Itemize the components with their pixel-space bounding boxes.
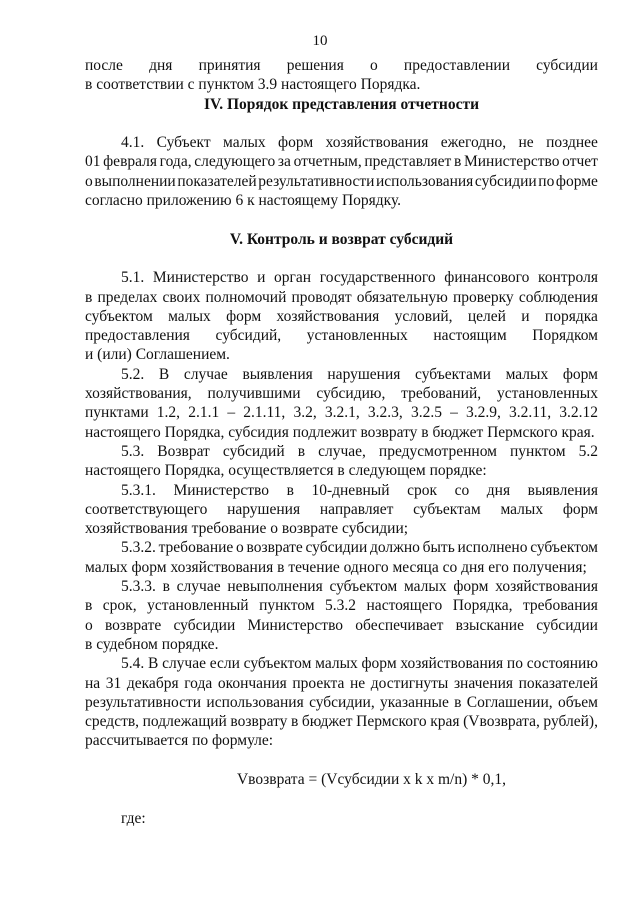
word: контроля <box>538 269 598 287</box>
word: в <box>85 597 93 615</box>
text-line: рассчитывается по формуле: <box>85 732 274 750</box>
word: 5.3.3. <box>121 578 156 596</box>
word: срок <box>407 481 437 499</box>
word: малых <box>168 307 211 325</box>
word: и <box>521 307 530 325</box>
word: показателей <box>518 674 598 692</box>
word: 3.2.1, <box>324 404 360 422</box>
word: проводят <box>291 288 352 306</box>
word: возврату <box>230 713 288 731</box>
word: в <box>162 578 170 596</box>
word: хозяйствования <box>276 307 380 325</box>
text-line <box>85 403 598 422</box>
word: 3.2.3, <box>367 404 403 422</box>
word: форм <box>226 307 262 325</box>
word: получившими <box>207 385 301 403</box>
word: не <box>518 134 534 152</box>
text-line <box>85 500 598 519</box>
word: субсидии <box>173 616 236 634</box>
text-line <box>85 56 598 75</box>
word: установленных <box>496 385 598 403</box>
word: субсидий, <box>215 327 282 345</box>
word: Соглашении, <box>466 693 553 711</box>
word: состоянию <box>526 655 598 673</box>
text-line: хозяйствования требование о возврате субсидии; <box>85 520 409 538</box>
word: Министерство <box>463 153 560 171</box>
word: о <box>370 57 378 74</box>
word: невыполнения <box>227 578 323 596</box>
word: отчетным, <box>293 153 362 171</box>
word: пунктом <box>259 597 315 615</box>
word: дня <box>486 481 511 499</box>
word: возврате <box>104 616 162 634</box>
word: Министерство <box>247 616 344 634</box>
word: – <box>227 404 236 422</box>
word: малых <box>223 134 266 152</box>
word: хозяйствования <box>325 134 429 152</box>
word: срок, <box>102 597 137 615</box>
word: окончания <box>217 674 287 692</box>
word: края <box>430 713 460 731</box>
word: хозяйствования <box>400 655 504 673</box>
word: случае <box>162 655 206 673</box>
word: о <box>85 616 93 634</box>
word: подлежащий <box>142 713 227 731</box>
word: проекта <box>292 674 345 692</box>
word: нарушения <box>327 365 401 383</box>
word: бюджет <box>301 713 353 731</box>
word: 3.2.11, <box>509 404 552 422</box>
word: 01 <box>85 153 101 171</box>
text-line <box>85 288 598 307</box>
word: в <box>85 288 93 306</box>
page-number: 10 <box>312 33 328 49</box>
word: принятия <box>198 57 261 74</box>
text-line <box>85 616 598 635</box>
word: пределах <box>97 288 158 306</box>
text-line <box>85 365 598 384</box>
word: средств, <box>85 713 140 731</box>
word: случае, <box>318 442 366 460</box>
word: случае <box>176 578 221 596</box>
word: в <box>297 442 306 460</box>
word: не <box>350 674 366 692</box>
word: В <box>147 655 159 673</box>
text-line: и (или) Соглашением. <box>85 346 230 364</box>
text-line <box>85 481 598 500</box>
text-line: малых форм хозяйствования в течение одного месяца со дня его получения; <box>85 558 587 576</box>
word: своих <box>162 288 201 306</box>
word: В <box>158 365 170 383</box>
spacer <box>85 210 598 229</box>
word: 4.1. <box>121 134 145 152</box>
text-line: в соответствии с пунктом 3.9 настоящего Порядка. <box>85 76 421 94</box>
word: полномочий <box>205 288 287 306</box>
section-heading-control: V. Контроль и возврат субсидий <box>229 230 454 248</box>
word: соответствующего <box>85 500 208 518</box>
word: малых <box>403 578 447 596</box>
word: обязательную <box>356 288 448 306</box>
word: Субъект <box>156 134 211 152</box>
word: в <box>453 153 462 171</box>
text-line <box>85 538 598 557</box>
word: случае <box>183 365 228 383</box>
word: субъектом <box>243 655 312 673</box>
word: Порядком <box>532 327 598 345</box>
word: малых <box>500 500 544 518</box>
word: 10-дневный <box>311 481 390 499</box>
word: нарушения <box>227 500 301 518</box>
word: на <box>85 674 101 692</box>
text-line <box>85 152 598 171</box>
word: за <box>277 153 291 171</box>
section-control-body <box>85 268 598 750</box>
word: требования <box>522 597 598 615</box>
word: пунктами <box>85 404 149 422</box>
word: порядка <box>544 307 598 325</box>
word: – <box>450 404 458 422</box>
word: исполнено <box>457 539 528 557</box>
text-line <box>85 326 598 345</box>
word: форм <box>453 578 489 596</box>
word: использования <box>206 693 304 711</box>
word: предоставления <box>85 327 190 345</box>
word: (Vвозврата, <box>463 713 540 731</box>
word: 5.4. <box>121 655 145 673</box>
word: форм <box>361 655 397 673</box>
word: форм <box>562 365 598 383</box>
text-line <box>85 268 598 287</box>
word: Порядка, <box>452 597 513 615</box>
word: Пермского <box>356 713 427 731</box>
word: соблюдения <box>518 288 598 306</box>
word: Министерство <box>173 481 270 499</box>
refund-formula: Vвозврата = (Vсубсидии x k x m/n) * 0,1, <box>236 770 507 788</box>
word: 5.3.2 <box>325 597 357 615</box>
word: и <box>257 269 266 287</box>
word: предоставлении <box>403 57 510 74</box>
section-reporting-body <box>85 133 598 210</box>
where-label: где: <box>121 809 146 827</box>
word: года, <box>159 153 192 171</box>
word: обеспечивает <box>355 616 444 634</box>
word: позднее <box>546 134 598 152</box>
text-line <box>85 384 598 403</box>
word: декабря <box>126 674 179 692</box>
word: в <box>454 693 462 711</box>
word: со <box>454 481 470 499</box>
word: форме <box>555 172 598 190</box>
text-line: в судебном порядке. <box>85 635 219 653</box>
section-heading-reporting: IV. Порядок представления отчетности <box>203 95 480 113</box>
word: хозяйствования <box>495 578 598 596</box>
text-line <box>85 442 598 461</box>
text-line <box>85 307 598 326</box>
word: выявления <box>242 365 313 383</box>
text-line <box>85 596 598 615</box>
word: указанные <box>380 693 449 711</box>
text-line <box>85 693 598 712</box>
word: требований, <box>401 385 482 403</box>
text-line <box>85 577 598 596</box>
word: рублей), <box>543 713 598 731</box>
word: субсидии <box>305 539 368 557</box>
word: направляет <box>319 500 394 518</box>
spacer <box>85 751 598 770</box>
word: взыскание <box>455 616 524 634</box>
word: хозяйствования, <box>85 385 192 403</box>
word: возврате <box>246 539 303 557</box>
word: условий, <box>394 307 453 325</box>
word: результативности <box>85 693 202 711</box>
word: форм <box>562 500 598 518</box>
word: решения <box>286 57 344 74</box>
word: субсидий <box>222 442 285 460</box>
word: субсидии <box>536 57 598 74</box>
spacer <box>85 249 598 268</box>
word: 3.2.12 <box>559 404 598 422</box>
word: форм <box>278 134 314 152</box>
word: ежегодно, <box>440 134 507 152</box>
word: 3.2, <box>293 404 317 422</box>
text-line: согласно приложению 6 к настоящему Порядку. <box>85 192 402 210</box>
word: установленных <box>306 327 408 345</box>
word: 5.3. <box>121 442 145 460</box>
word: целей <box>467 307 506 325</box>
word: настоящим <box>433 327 507 345</box>
word: 2.1.1 <box>188 404 220 422</box>
text-line <box>85 133 598 152</box>
word: Министерство <box>152 269 249 287</box>
word: Возврат <box>157 442 210 460</box>
word: 31 <box>105 674 122 692</box>
word: выполнении <box>94 172 176 190</box>
word: отчет <box>562 153 598 171</box>
word: о <box>85 172 93 190</box>
word: субсидии <box>474 172 537 190</box>
word: малых <box>505 365 549 383</box>
word: 5.3.1. <box>121 481 156 499</box>
word: государственного <box>319 269 436 287</box>
word: финансового <box>444 269 530 287</box>
word: 5.3.2. <box>121 539 156 557</box>
document-body <box>85 56 598 828</box>
spacer <box>85 114 598 133</box>
word: если <box>209 655 240 673</box>
word: 5.2. <box>121 365 145 383</box>
word: малых <box>315 655 358 673</box>
word: 3.2.9, <box>466 404 501 422</box>
word: 3.2.5 <box>410 404 442 422</box>
word: субъектом <box>530 539 598 557</box>
word: проверку <box>452 288 514 306</box>
text-line: настоящего Порядка, субсидия подлежит возврату в бюджет Пермского края. <box>85 423 595 441</box>
word: требование <box>158 539 234 557</box>
word: субсидии, <box>309 693 375 711</box>
word: по <box>506 655 523 673</box>
word: объем <box>557 693 598 711</box>
paragraph-continuation <box>85 56 598 95</box>
word: использования <box>376 172 474 190</box>
word: достигнуты <box>370 674 449 692</box>
word: 2.1.11, <box>243 404 286 422</box>
word: предусмотренном <box>378 442 497 460</box>
word: показателей <box>177 172 257 190</box>
word: субъектом <box>329 578 398 596</box>
word: значения <box>453 674 514 692</box>
word: дня <box>149 57 173 74</box>
word: результативности <box>258 172 375 190</box>
word: 5.1. <box>121 269 145 287</box>
word: пунктом <box>510 442 566 460</box>
text-line <box>85 172 598 191</box>
spacer <box>85 789 598 808</box>
word: субсидию, <box>316 385 386 403</box>
word: следующего <box>194 153 276 171</box>
text-line <box>85 674 598 693</box>
word: года <box>184 674 213 692</box>
text-line: настоящего Порядка, осуществляется в следующем порядке: <box>85 462 487 480</box>
word: в <box>290 713 299 731</box>
word: субсидии <box>536 616 598 634</box>
word: представляет <box>364 153 452 171</box>
word: должно <box>369 539 420 557</box>
word: субъектом <box>85 307 153 325</box>
word: установленный <box>147 597 249 615</box>
word: 5.2 <box>578 442 598 460</box>
word: субъектами <box>415 365 491 383</box>
word: настоящего <box>366 597 443 615</box>
word: в <box>286 481 294 499</box>
word: орган <box>274 269 312 287</box>
text-line <box>85 712 598 731</box>
word: 1.2, <box>156 404 181 422</box>
word: февраля <box>103 153 158 171</box>
word: по <box>538 172 555 190</box>
word: субъектам <box>413 500 481 518</box>
text-line <box>85 654 598 673</box>
word: после <box>85 57 123 74</box>
word: о <box>236 539 244 557</box>
word: быть <box>422 539 455 557</box>
word: выявления <box>527 481 598 499</box>
